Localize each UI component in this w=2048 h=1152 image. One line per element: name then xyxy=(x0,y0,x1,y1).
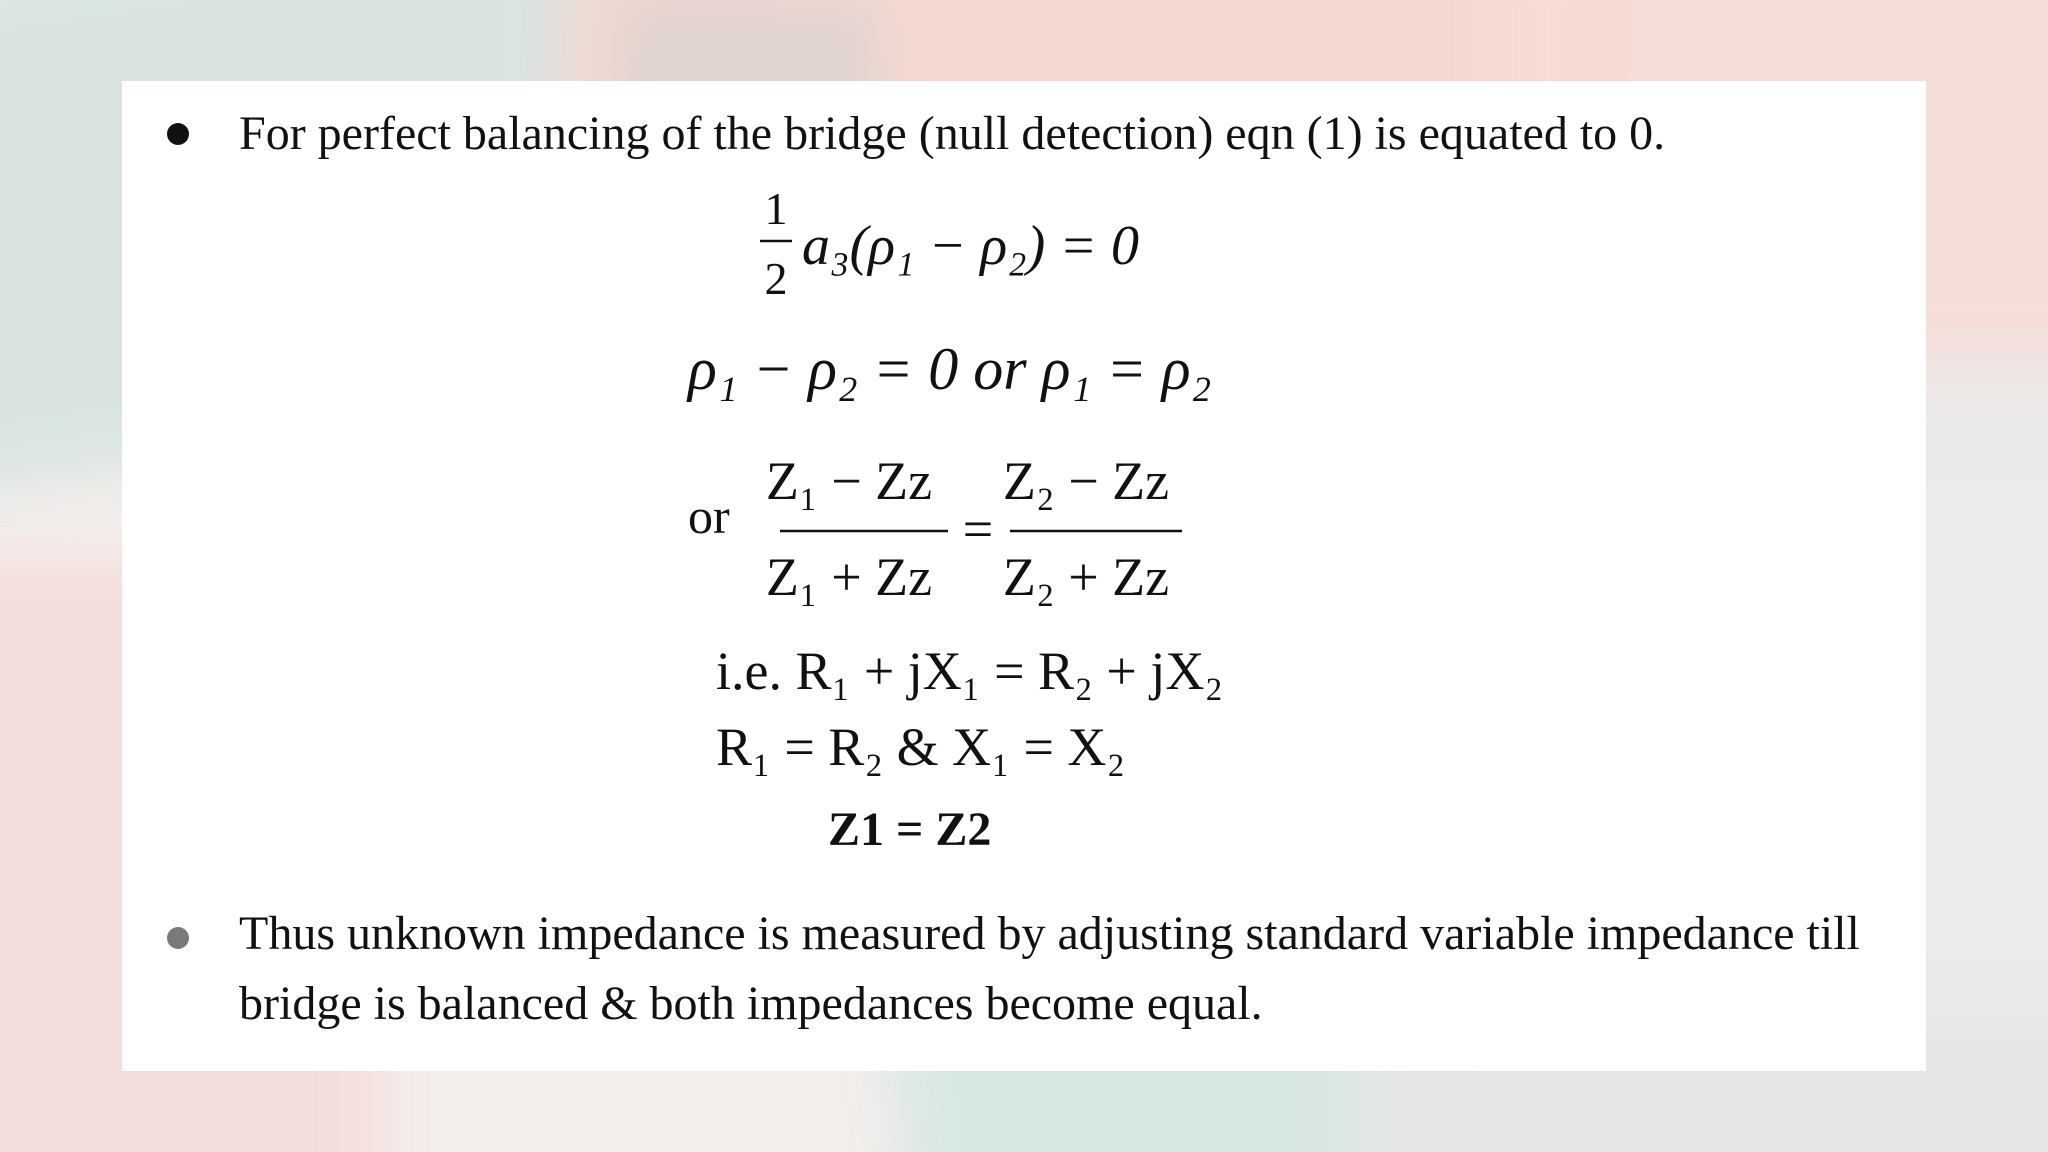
eq3-prefix: or xyxy=(688,488,730,544)
eq1-numerator: 1 xyxy=(764,183,788,234)
bullet-text-2: Thus unknown impedance is measured by adjusting standard variable impedance till bridge is balanced & both impedances become equal. xyxy=(239,907,1860,1030)
eq3-right-denominator: Z₂ + Zz xyxy=(1002,547,1170,607)
eq3-right-numerator: Z₂ − Zz xyxy=(1002,451,1170,511)
bullet-dot xyxy=(167,927,189,949)
bullet-text-1: For perfect balancing of the bridge (null detection) eqn (1) is equated to 0. xyxy=(239,107,1666,160)
slide-card xyxy=(122,81,1926,1071)
equation-2: ρ₁ − ρ₂ = 0 or ρ₁ = ρ₂ xyxy=(688,336,1212,402)
eq3-left-denominator: Z₁ + Zz xyxy=(765,547,933,607)
equation-3 xyxy=(688,451,1182,607)
eq1-denominator: 2 xyxy=(764,253,788,304)
equation-5: R₁ = R₂ & X₁ = X₂ xyxy=(716,717,1126,777)
svg-text:=: = xyxy=(962,499,994,559)
eq3-left-numerator: Z₁ − Zz xyxy=(765,451,933,511)
equation-4: i.e. R₁ + jX₁ = R₂ + jX₂ xyxy=(716,641,1224,701)
eq1-body: a₃(ρ₁ − ρ₂) = 0 xyxy=(802,215,1140,277)
equation-6: Z1 = Z2 xyxy=(828,803,992,856)
equation-1 xyxy=(760,183,1139,304)
